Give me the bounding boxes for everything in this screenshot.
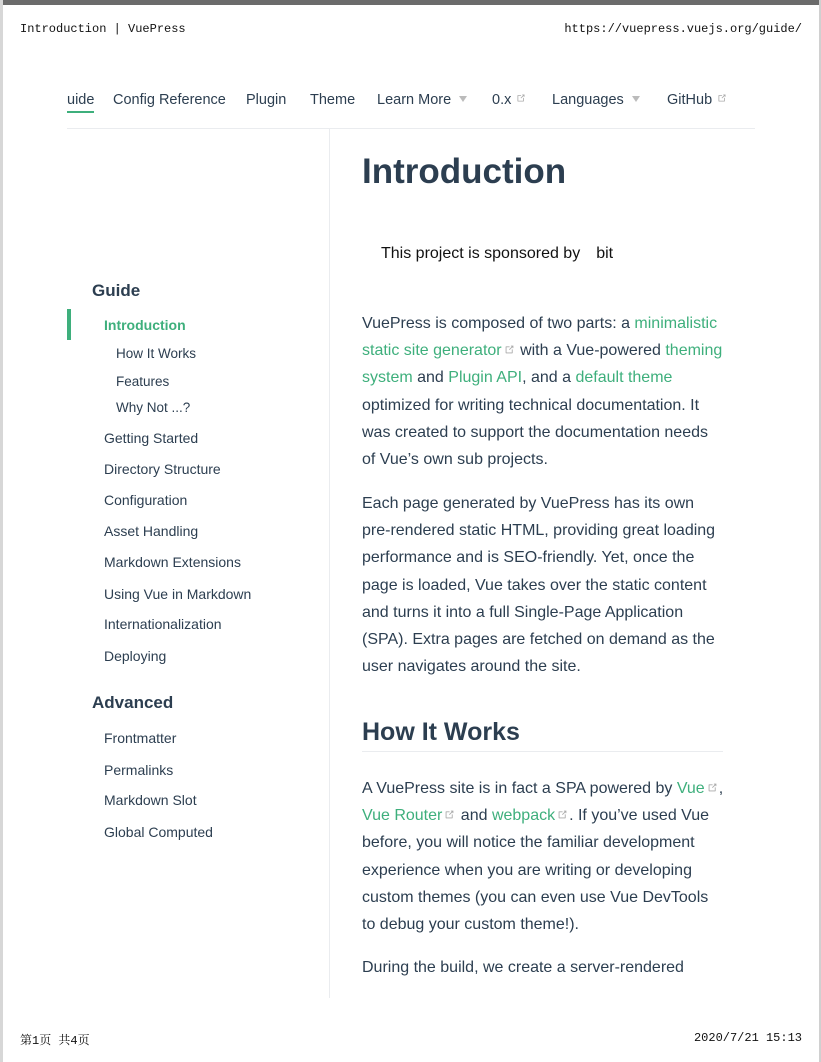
paragraph-intro [362, 310, 724, 473]
window-frame-left [0, 0, 3, 1062]
text-run: . If you’ve used Vue before, you will notice the familiar development experience when you are writing or developing custom themes (you can even use Vue DevTools to debug your custom theme!). [362, 807, 710, 934]
sidebar-group-advanced[interactable]: Advanced [92, 693, 174, 712]
link-text: Vue Router [362, 807, 443, 825]
sidebar-item-global-computed[interactable]: Global Computed [104, 824, 213, 840]
nav-item-plugin[interactable]: Plugin [246, 92, 287, 108]
sponsor-text: This project is sponsored by [381, 245, 581, 262]
nav-item-0x-label: 0.x [492, 92, 512, 108]
paragraph-build [362, 954, 724, 981]
link-webpack[interactable] [492, 807, 569, 824]
sidebar-subitem-features[interactable]: Features [116, 374, 170, 389]
sidebar-item-permalinks[interactable]: Permalinks [104, 762, 174, 778]
sidebar-item-asset-handling[interactable]: Asset Handling [104, 523, 199, 539]
text-run: and [456, 807, 492, 825]
nav-dropdown-languages[interactable] [552, 92, 640, 108]
sidebar-group-guide[interactable]: Guide [92, 281, 141, 300]
sidebar-item-markdown-extensions[interactable]: Markdown Extensions [104, 554, 241, 570]
sidebar-divider [329, 128, 330, 998]
paragraph-1 [362, 310, 724, 473]
sidebar-item-internationalization[interactable]: Internationalization [104, 616, 222, 632]
sidebar-subitem-how-it-works[interactable]: How It Works [116, 346, 197, 361]
nav-item-0x[interactable] [492, 92, 526, 108]
paragraph-rendering [362, 490, 724, 680]
nav-dropdown-learn-more-label: Learn More [377, 92, 452, 108]
external-link-icon [504, 344, 515, 355]
sidebar-item-getting-started[interactable]: Getting Started [104, 430, 199, 446]
sidebar-item-configuration[interactable]: Configuration [104, 492, 188, 508]
sidebar-item-frontmatter[interactable]: Frontmatter [104, 730, 177, 746]
text-run: , [718, 780, 724, 797]
print-header-title: Introduction | VuePress [20, 22, 186, 36]
link-text: webpack [491, 807, 556, 825]
nav-item-github[interactable] [667, 92, 727, 108]
sponsor-banner[interactable] [381, 245, 613, 263]
sponsor-name: bit [596, 245, 614, 262]
external-link-icon [717, 93, 727, 103]
link-plugin-api[interactable]: Plugin API [448, 369, 523, 387]
sidebar-active-indicator [67, 309, 71, 340]
paragraph-3 [362, 775, 724, 938]
nav-item-theme[interactable]: Theme [310, 92, 356, 108]
link-vue-router[interactable] [362, 807, 456, 824]
sidebar-subitem-why-not[interactable]: Why Not ...? [116, 400, 191, 415]
nav-item-github-label: GitHub [667, 92, 713, 108]
paragraph-spa [362, 775, 724, 938]
text-run: optimized for writing technical documentation. It was created to support the documentation needs of Vue’s own sub projects. [362, 396, 708, 469]
link-default-theme[interactable]: default theme [575, 369, 673, 387]
sidebar-item-introduction[interactable]: Introduction [104, 317, 186, 333]
link-vue[interactable] [677, 780, 719, 797]
print-footer-page-number: 第1页 共4页 [20, 1034, 90, 1048]
nav-item-guide[interactable]: uide [67, 92, 95, 108]
dropdown-caret-icon [459, 96, 467, 102]
text-run: VuePress is composed of two parts: a [362, 315, 635, 332]
text-run: and [412, 369, 449, 387]
nav-dropdown-languages-label: Languages [552, 92, 624, 108]
external-link-icon [707, 782, 718, 793]
sidebar-item-using-vue-in-markdown[interactable]: Using Vue in Markdown [104, 586, 252, 602]
nav-item-config-reference[interactable]: Config Reference [113, 92, 226, 108]
sidebar-item-markdown-slot[interactable]: Markdown Slot [104, 792, 197, 808]
window-frame-top [0, 0, 821, 5]
text-run: with a Vue-powered [515, 342, 666, 360]
text-run: A VuePress site is in fact a SPA powered by [362, 780, 677, 797]
external-link-icon [444, 809, 455, 820]
sidebar-item-deploying[interactable]: Deploying [104, 648, 167, 664]
link-text: Vue [676, 780, 705, 797]
text-run: , and a [522, 369, 576, 387]
section-heading-how-it-works: How It Works [362, 718, 723, 752]
print-header [20, 22, 802, 38]
link-theming-system[interactable]: theming system [362, 342, 723, 387]
dropdown-caret-icon [632, 96, 640, 102]
page-title: Introduction [362, 152, 567, 191]
paragraph-4: During the build, we create a server-rendered [362, 959, 684, 976]
link-text: minimalistic static site generator [362, 315, 718, 360]
navbar [67, 80, 755, 129]
paragraph-2: Each page generated by VuePress has its own pre-rendered static HTML, providing great loading performance and is SEO-friendly. Yet, once the page is loaded, Vue takes over the static content and turns it into a full Single-Page Application (SPA). Extra pages are fetched on demand as the user navigates around the site. [362, 495, 716, 676]
print-footer-datetime: 2020/7/21 15:13 [693, 1031, 802, 1045]
sidebar-item-directory-structure[interactable]: Directory Structure [104, 461, 221, 477]
external-link-icon [557, 809, 568, 820]
nav-dropdown-learn-more[interactable] [377, 92, 467, 108]
print-header-url: https://vuepress.vuejs.org/guide/ [564, 22, 802, 36]
print-footer [20, 1031, 802, 1047]
external-link-icon [516, 93, 526, 103]
